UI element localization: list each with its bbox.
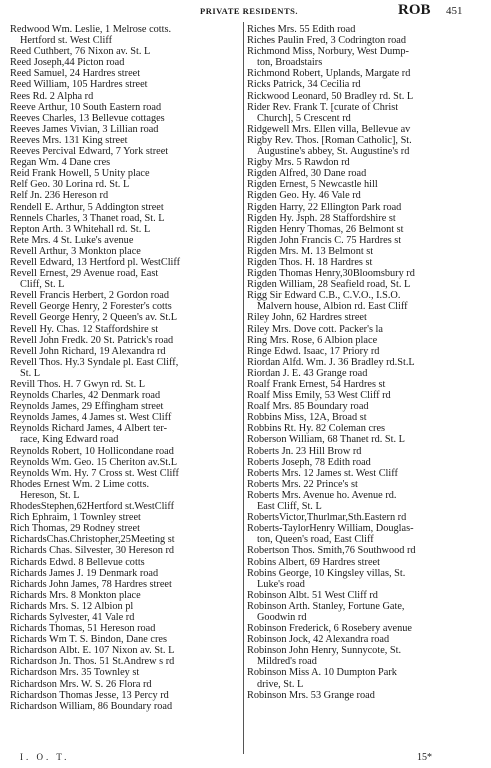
directory-entry: Reed Cuthbert, 76 Nixon av. St. L bbox=[10, 46, 151, 58]
directory-entry: Reynolds James, 4 James st. West Cliff bbox=[10, 412, 172, 424]
directory-entry: Roberts Mrs. 22 Prince's st bbox=[247, 478, 358, 490]
directory-entry: Richards Chas. Silvester, 30 Hereson rd bbox=[10, 545, 175, 557]
directory-entry: Revell Thos. Hy.3 Syndale pl. East Cliff, bbox=[10, 356, 179, 368]
directory-entry: Revell John Richard, 19 Alexandra rd bbox=[10, 345, 166, 357]
directory-entry: Richards Thomas, 51 Hereson road bbox=[10, 623, 156, 635]
entry-continuation: Hertford st. West Cliff bbox=[20, 35, 113, 47]
entry-continuation: Church], 5 Crescent rd bbox=[257, 112, 351, 124]
directory-entry: Reed William, 105 Hardres street bbox=[10, 79, 148, 91]
directory-entry: Reynolds James, 29 Effingham street bbox=[10, 401, 164, 413]
directory-entry: Rigden Geo. Hy. 46 Vale rd bbox=[247, 190, 361, 202]
page-number: 451 bbox=[446, 5, 463, 17]
directory-entry: Robinson John Henry, Sunnycote, St. bbox=[247, 645, 402, 657]
directory-entry: Roberts Mrs. Avenue ho. Avenue rd. bbox=[247, 489, 397, 501]
entry-continuation: St. L bbox=[20, 367, 41, 379]
entry-continuation: drive, St. L bbox=[257, 678, 304, 690]
directory-entry: Robbins Miss, 12A, Broad st bbox=[247, 412, 367, 424]
directory-entry: RichardsChas.Christopher,25Meeting st bbox=[10, 534, 175, 546]
entry-continuation: Mildred's road bbox=[257, 656, 317, 668]
directory-entry: Revell Francis Herbert, 2 Gordon road bbox=[10, 290, 169, 302]
directory-entry: Robbins Rt. Hy. 82 Coleman cres bbox=[247, 423, 386, 435]
directory-entry: Richards Sylvester, 41 Vale rd bbox=[10, 611, 135, 623]
directory-entry: Robinson Albt. 51 West Cliff rd bbox=[247, 589, 378, 601]
directory-entry: Robertson Thos. Smith,76 Southwood rd bbox=[247, 545, 416, 557]
directory-entry: Rigden Mrs. M. 13 Belmont st bbox=[247, 245, 374, 257]
directory-entry: Reeves Mrs. 131 King street bbox=[10, 134, 128, 146]
directory-entry: Revell John Fredk. 20 St. Patrick's road bbox=[10, 334, 174, 346]
directory-entry: Roberts Mrs. 12 James st. West Cliff bbox=[247, 467, 398, 479]
directory-entry: Ringe Edwd. Isaac, 17 Priory rd bbox=[247, 345, 380, 357]
directory-entry: Richards Mrs. S. 12 Albion pl bbox=[10, 600, 134, 612]
directory-entry: RobertsVictor,Thurlmar,Sth.Eastern rd bbox=[247, 512, 407, 524]
directory-entry: Reed Samuel, 24 Hardres street bbox=[10, 68, 141, 80]
directory-entry: Richards James J. 19 Denmark road bbox=[10, 567, 159, 579]
directory-entry: Riches Mrs. 55 Edith road bbox=[247, 24, 356, 35]
directory-entry: Roberts-TaylorHenry William, Douglas- bbox=[247, 523, 414, 535]
directory-entry: Reeves Charles, 13 Bellevue cottages bbox=[10, 112, 165, 124]
directory-entry: Rigden Henry Thomas, 26 Belmont st bbox=[247, 223, 404, 235]
directory-entry: Rigg Sir Edward C.B., C.V.O., I.S.O. bbox=[247, 290, 401, 302]
entry-continuation: Augustine's abbey, St. Augustine's rd bbox=[257, 146, 410, 158]
directory-entry: Revill Thos. H. 7 Gwyn rd. St. L bbox=[10, 379, 146, 390]
directory-entry: Richardson William, 86 Boundary road bbox=[10, 700, 173, 712]
directory-entry: Robinson Arth. Stanley, Fortune Gate, bbox=[247, 600, 405, 612]
directory-entry: Rigden John Francis C. 75 Hardres st bbox=[247, 234, 402, 246]
directory-entry: Richards Edwd. 8 Bellevue cotts bbox=[10, 556, 145, 568]
directory-entry: Rider Rev. Frank T. [curate of Christ bbox=[247, 101, 399, 113]
directory-entry: Redwood Wm. Leslie, 1 Melrose cotts. bbox=[10, 24, 172, 35]
directory-entry: Riches Paulin Fred, 3 Codrington road bbox=[247, 35, 407, 47]
directory-entry: Rigden Alfred, 30 Dane road bbox=[247, 168, 367, 180]
entry-continuation: race, King Edward road bbox=[20, 434, 119, 446]
directory-entry: Revell Edward, 13 Hertford pl. WestCliff bbox=[10, 256, 181, 268]
directory-entry: Reynolds Wm. Hy. 7 Cross st. West Cliff bbox=[10, 467, 179, 479]
column-divider bbox=[243, 22, 244, 754]
right-column bbox=[247, 24, 485, 701]
directory-entry: Reynolds Charles, 42 Denmark road bbox=[10, 390, 161, 402]
directory-entry: Richardson Mrs. 35 Townley st bbox=[10, 667, 140, 679]
directory-entry: Roberts Jn. 23 Hill Brow rd bbox=[247, 445, 362, 457]
footer-sheet-mark: 15* bbox=[417, 752, 432, 763]
directory-entry: Rigden William, 28 Seafield road, St. L bbox=[247, 279, 411, 291]
directory-entry: Relf Geo. 30 Lorina rd. St. L bbox=[10, 179, 130, 191]
directory-entry: Rickwood Leonard, 50 Bradley rd. St. L bbox=[247, 90, 414, 102]
directory-entry: Rhodes Ernest Wm. 2 Lime cotts. bbox=[10, 478, 150, 490]
directory-entry: Roalf Miss Emily, 53 West Cliff rd bbox=[247, 390, 391, 402]
directory-entry: Robins George, 10 Kingsley villas, St. bbox=[247, 567, 406, 579]
directory-entry: Revell Hy. Chas. 12 Staffordshire st bbox=[10, 323, 159, 335]
directory-entry: Richmond Miss, Norbury, West Dump- bbox=[247, 46, 409, 58]
directory-entry: Reid Frank Howell, 5 Unity place bbox=[10, 168, 150, 180]
alphabet-guide: ROB bbox=[398, 2, 431, 18]
entry-continuation: Malvern house, Albion rd. East Cliff bbox=[257, 301, 408, 313]
directory-entry: Richards John James, 78 Hardres street bbox=[10, 578, 172, 590]
directory-entry: Rigden Hy. Jsph. 28 Staffordshire st bbox=[247, 212, 396, 224]
directory-entry: Rete Mrs. 4 St. Luke's avenue bbox=[10, 234, 134, 246]
entry-continuation: Cliff, St. L bbox=[20, 279, 65, 291]
directory-entry: Richards Mrs. 8 Monkton place bbox=[10, 589, 141, 601]
left-column bbox=[10, 24, 248, 712]
directory-entry: Rich Ephraim, 1 Townley street bbox=[10, 512, 141, 524]
directory-entry: Richmond Robert, Uplands, Margate rd bbox=[247, 68, 411, 80]
directory-entry: RhodesStephen,62Hertford st.WestCliff bbox=[10, 501, 174, 513]
directory-entry: Relf Jn. 236 Hereson rd bbox=[10, 190, 109, 202]
directory-entry: Reed Joseph,44 Picton road bbox=[10, 57, 125, 69]
directory-entry: Roberson William, 68 Thanet rd. St. L bbox=[247, 434, 405, 446]
directory-entry: Reeves Percival Edward, 7 York street bbox=[10, 146, 169, 158]
directory-entry: Rees Rd. 2 Alpha rd bbox=[10, 90, 94, 102]
directory-entry: Rigden Thos. H. 18 Hardres st bbox=[247, 256, 373, 268]
directory-entry: Riley Mrs. Dove cott. Packer's la bbox=[247, 323, 383, 335]
directory-entry: Ridgewell Mrs. Ellen villa, Bellevue av bbox=[247, 123, 411, 135]
footer-signature: I. O. T. bbox=[20, 752, 70, 762]
directory-entry: Robins Albert, 69 Hardres street bbox=[247, 556, 380, 568]
section-title: PRIVATE RESIDENTS. bbox=[200, 6, 298, 16]
directory-entry: Ricks Patrick, 34 Cecilia rd bbox=[247, 79, 361, 91]
directory-entry: Reynolds Robert, 10 Hollicondane road bbox=[10, 445, 174, 457]
directory-entry: Rigby Rev. Thos. [Roman Catholic], St. bbox=[247, 134, 412, 146]
directory-entry: Repton Arth. 3 Whitehall rd. St. L bbox=[10, 223, 151, 235]
directory-entry: Rennels Charles, 3 Thanet road, St. L bbox=[10, 212, 165, 224]
entry-continuation: Goodwin rd bbox=[257, 611, 307, 623]
directory-entry: Robinson Mrs. 53 Grange road bbox=[247, 689, 375, 701]
directory-entry: Rigden Harry, 22 Ellington Park road bbox=[247, 201, 402, 213]
directory-entry: Riley John, 62 Hardres street bbox=[247, 312, 367, 324]
directory-entry: Rich Thomas, 29 Rodney street bbox=[10, 523, 140, 535]
entry-continuation: Hereson, St. L bbox=[20, 489, 80, 501]
directory-entry: Rigby Mrs. 5 Rawdon rd bbox=[247, 157, 350, 169]
directory-entry: Revell Arthur, 3 Monkton place bbox=[10, 245, 141, 257]
directory-entry: Richardson Thomas Jesse, 13 Percy rd bbox=[10, 689, 169, 701]
directory-entry: Revell George Henry, 2 Queen's av. St.L bbox=[10, 312, 178, 324]
directory-entry: Roberts Joseph, 78 Edith road bbox=[247, 456, 371, 468]
directory-entry: Reeve Arthur, 10 South Eastern road bbox=[10, 101, 162, 113]
directory-entry: Reynolds Wm. Geo. 15 Cheriton av.St.L bbox=[10, 456, 178, 468]
directory-entry: Rendell E. Arthur, 5 Addington street bbox=[10, 201, 164, 213]
directory-entry: Robinson Miss A. 10 Dumpton Park bbox=[247, 667, 397, 679]
directory-entry: Revell George Henry, 2 Forester's cotts bbox=[10, 301, 172, 313]
entry-continuation: East Cliff, St. L bbox=[257, 501, 322, 513]
directory-entry: Robinson Frederick, 6 Rosebery avenue bbox=[247, 623, 412, 635]
directory-entry: Richards Wm T. S. Bindon, Dane cres bbox=[10, 634, 168, 646]
directory-entry: Ring Mrs. Rose, 6 Albion place bbox=[247, 334, 378, 346]
directory-entry: Richardson Jn. Thos. 51 St.Andrew s rd bbox=[10, 656, 175, 668]
directory-entry: Rigden Thomas Henry,30Bloomsbury rd bbox=[247, 268, 415, 280]
entry-continuation: ton, Queen's road, East Cliff bbox=[257, 534, 374, 546]
directory-entry: Rigden Ernest, 5 Newcastle hill bbox=[247, 179, 378, 191]
directory-entry: Richardson Albt. E. 107 Nixon av. St. L bbox=[10, 645, 175, 657]
directory-entry: Roalf Mrs. 85 Boundary road bbox=[247, 401, 369, 413]
directory-entry: Riordan J. E. 43 Grange road bbox=[247, 367, 368, 379]
page-header bbox=[0, 0, 491, 22]
entry-continuation: Luke's road bbox=[257, 578, 305, 590]
directory-entry: Riordan Alfd. Wm. J. 36 Bradley rd.St.L bbox=[247, 356, 415, 368]
entry-continuation: ton, Broadstairs bbox=[257, 57, 323, 69]
directory-entry: Robinson Jock, 42 Alexandra road bbox=[247, 634, 390, 646]
directory-entry: Revell Ernest, 29 Avenue road, East bbox=[10, 268, 159, 280]
directory-entry: Regan Wm. 4 Dane cres bbox=[10, 157, 111, 169]
directory-entry: Richardson Mrs. W. S. 26 Flora rd bbox=[10, 678, 152, 690]
directory-entry: Reeves James Vivian, 3 Lillian road bbox=[10, 123, 159, 135]
directory-entry: Roalf Frank Ernest, 54 Hardres st bbox=[247, 379, 386, 390]
directory-entry: Reynolds Richard James, 4 Albert ter- bbox=[10, 423, 168, 435]
